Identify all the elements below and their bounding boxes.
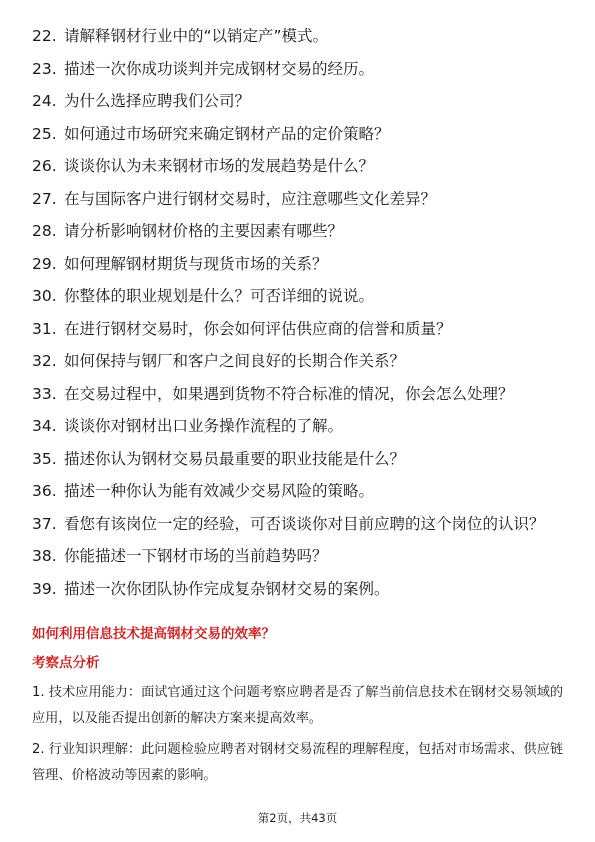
list-item bbox=[32, 382, 567, 406]
question-text: 如何通过市场研究来确定钢材产品的定价策略？ bbox=[64, 124, 390, 143]
analysis-body bbox=[32, 680, 567, 794]
list-item bbox=[32, 447, 567, 471]
question-text: 为什么选择应聘我们公司？ bbox=[64, 92, 251, 110]
question-number: 23. bbox=[32, 59, 57, 78]
list-item bbox=[32, 349, 567, 373]
list-item bbox=[32, 24, 567, 48]
analysis-paragraph: 1. 技术应用能力：面试官通过这个问题考察应聘者是否了解当前信息技术在钢材交易领域的应用，以及能否提出创新的解决方案来提高效率。 bbox=[32, 685, 564, 726]
question-number: 37. bbox=[32, 514, 57, 533]
question-number: 25. bbox=[32, 124, 57, 143]
question-text: 描述一次你团队协作完成复杂钢材交易的案例。 bbox=[64, 579, 390, 598]
question-list bbox=[32, 24, 567, 609]
list-item bbox=[32, 414, 567, 438]
list-item bbox=[32, 187, 567, 211]
question-text: 描述一种你认为能有效减少交易风险的策略。 bbox=[64, 482, 375, 500]
question-text: 描述一次你成功谈判并完成钢材交易的经历。 bbox=[64, 59, 375, 78]
page-footer: 第2页，共43页 bbox=[257, 811, 338, 825]
question-text: 谈谈你对钢材出口业务操作流程的了解。 bbox=[64, 417, 344, 435]
list-item bbox=[32, 219, 567, 243]
analysis-heading: 考察点分析 bbox=[32, 655, 100, 671]
list-item bbox=[32, 544, 567, 568]
question-number: 29. bbox=[32, 254, 57, 273]
question-number: 22. bbox=[32, 27, 57, 45]
question-text: 在交易过程中，如果遇到货物不符合标准的情况，你会怎么处理？ bbox=[64, 384, 514, 403]
analysis-paragraph: 2. 行业知识理解：此问题检验应聘者对钢材交易流程的理解程度，包括对市场需求、供应链管理、价格波动等因素的影响。 bbox=[32, 742, 564, 783]
question-text: 描述你认为钢材交易员最重要的职业技能是什么？ bbox=[64, 449, 406, 468]
list-item bbox=[32, 89, 567, 113]
question-number: 26. bbox=[32, 157, 57, 175]
question-text: 请解释钢材行业中的“以销定产”模式。 bbox=[64, 27, 329, 45]
question-number: 32. bbox=[32, 352, 57, 370]
question-text: 如何理解钢材期货与现货市场的关系？ bbox=[64, 254, 328, 273]
list-item bbox=[32, 284, 567, 308]
question-number: 31. bbox=[32, 319, 57, 338]
question-text: 在进行钢材交易时，你会如何评估供应商的信誉和质量？ bbox=[64, 319, 452, 338]
question-text: 如何保持与钢厂和客户之间良好的长期合作关系？ bbox=[64, 352, 406, 370]
question-number: 34. bbox=[32, 417, 57, 435]
section-heading: 如何利用信息技术提高钢材交易的效率？ bbox=[32, 626, 275, 642]
question-number: 38. bbox=[32, 547, 57, 565]
list-item bbox=[32, 57, 567, 81]
list-item bbox=[32, 317, 567, 341]
list-item bbox=[32, 154, 567, 178]
question-number: 39. bbox=[32, 579, 57, 598]
question-text: 你能描述一下钢材市场的当前趋势吗？ bbox=[64, 547, 328, 565]
list-item bbox=[32, 577, 567, 601]
list-item bbox=[32, 252, 567, 276]
question-text: 你整体的职业规划是什么？可否详细的说说。 bbox=[64, 287, 375, 305]
question-number: 33. bbox=[32, 384, 57, 403]
question-text: 请分析影响钢材价格的主要因素有哪些？ bbox=[64, 222, 344, 240]
question-number: 24. bbox=[32, 92, 57, 110]
question-text: 在与国际客户进行钢材交易时，应注意哪些文化差异？ bbox=[64, 189, 437, 208]
question-text: 看您有该岗位一定的经验，可否谈谈你对目前应聘的这个岗位的认识？ bbox=[64, 514, 545, 533]
list-item bbox=[32, 122, 567, 146]
question-number: 36. bbox=[32, 482, 57, 500]
question-number: 35. bbox=[32, 449, 57, 468]
question-text: 谈谈你认为未来钢材市场的发展趋势是什么？ bbox=[64, 157, 375, 175]
list-item bbox=[32, 512, 567, 536]
question-number: 30. bbox=[32, 287, 57, 305]
question-number: 28. bbox=[32, 222, 57, 240]
question-number: 27. bbox=[32, 189, 57, 208]
list-item bbox=[32, 479, 567, 503]
